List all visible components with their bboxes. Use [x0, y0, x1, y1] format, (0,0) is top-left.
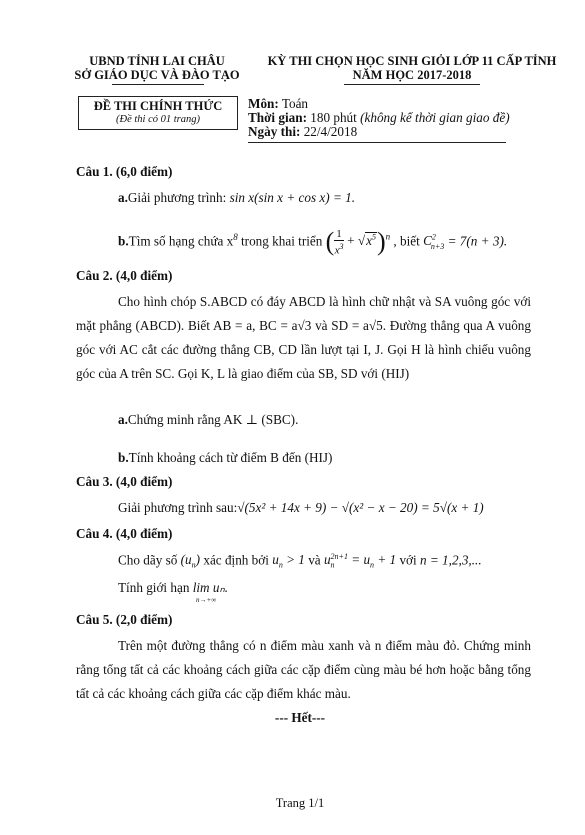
time-label: Thời gian:: [248, 110, 307, 125]
limit-subscript: n→+∞: [196, 596, 217, 604]
question-4-limit-formula: lim uₙ.: [192, 580, 229, 595]
combination-symbol: $C^2_{n+3}$: [423, 233, 445, 252]
question-4-condition: n = 1,2,3,...: [419, 552, 482, 568]
date-label: Ngày thi:: [248, 124, 301, 139]
question-1b-label: b.: [118, 233, 129, 249]
subject-value: Toán: [281, 96, 309, 111]
question-4-limit-text: Tính giới hạn: [118, 580, 190, 595]
question-4-body: [118, 552, 482, 570]
question-5-body: Trên một đường thẳng có n điểm màu xanh và n điểm màu đỏ. Chứng minh rằng tổng tất cả các khoảng cách giữa các cặp điểm cùng màu bé hơn hoặc bằng tổng tất cả các khoảng cách giữa các cặp điểm khác màu.: [76, 638, 531, 701]
binomial-expression: ( $\frac{1}{x^3}$ + $√x^5)^n$: [325, 227, 391, 257]
question-3-formula: √(5x² + 14x + 9) − √(x² − x − 20) = 5√(x + 1): [237, 500, 484, 515]
question-4-text1: Cho dãy số: [118, 552, 178, 568]
question-1a-label: a.: [118, 190, 128, 205]
question-2b: [118, 450, 332, 466]
header-info-underline: [248, 142, 506, 143]
question-2-title: Câu 2. (4,0 điểm): [76, 268, 173, 283]
official-exam-box: [78, 96, 238, 130]
question-4-title: Câu 4. (4,0 điểm): [76, 526, 173, 541]
sequence-condition-2: $u_n^{2n+1} = u_n + 1$: [323, 552, 397, 571]
agency-name: UBND TỈNH LAI CHÂU: [89, 54, 225, 68]
date-line: [248, 124, 357, 140]
question-1b-text1: Tìm số hạng chứa x: [128, 233, 234, 249]
page-number: Trang 1/1: [275, 796, 325, 810]
question-4-limit: [118, 580, 228, 596]
question-1b-text2: trong khai triển: [241, 233, 323, 249]
question-1-title: Câu 1. (6,0 điểm): [76, 164, 173, 179]
question-5-title: Câu 5. (2,0 điểm): [76, 612, 173, 627]
question-2b-text: Tính khoảng cách từ điểm B đến (HIJ): [128, 450, 333, 465]
official-exam-title: ĐỀ THI CHÍNH THỨC: [93, 99, 223, 113]
question-3-text: Giải phương trình sau:: [118, 500, 238, 515]
sequence-condition-1: $u_n > 1$: [272, 552, 305, 571]
question-2a: [118, 412, 298, 428]
sequence-symbol: $(u_n)$: [180, 552, 201, 571]
question-1b-text3: , biết: [393, 233, 420, 249]
question-3-body: [118, 500, 484, 516]
question-2-body: Cho hình chóp S.ABCD có đáy ABCD là hình chữ nhật và SA vuông góc với mặt phẳng (ABCD). Biết AB = a, BC = a√3 và SD = a√5. Đường thẳng qua A vuông góc với AC cắt các đường thẳng CB, CD lần lượt tại I, J. Gọi H là hình chiếu vuông góc của A trên SC. Gọi K, L là giao điểm của SB, SD với (HIJ): [76, 294, 531, 381]
official-exam-note: (Đề thi có 01 trang): [116, 114, 200, 125]
question-4-text2: xác định bởi: [203, 552, 269, 568]
question-2a-text: Chứng minh rằng AK ⊥ (SBC).: [127, 412, 299, 427]
header-right-underline: [344, 84, 480, 85]
header-left-underline: [112, 84, 204, 85]
time-note: (không kể thời gian giao đề): [360, 110, 510, 125]
question-2a-label: a.: [118, 412, 128, 427]
exam-title: KỲ THI CHỌN HỌC SINH GIỎI LỚP 11 CẤP TỈNH: [267, 54, 557, 68]
question-1a-formula: sin x(sin x + cos x) = 1.: [229, 190, 356, 205]
school-year: NĂM HỌC 2017-2018: [352, 68, 472, 82]
question-1a-text: Giải phương trình:: [127, 190, 227, 205]
question-1b: [118, 220, 507, 264]
question-2b-label: b.: [118, 450, 129, 465]
question-4-text4: với: [399, 552, 417, 568]
question-1b-condition: = 7(n + 3).: [447, 233, 508, 249]
question-1a: [118, 190, 355, 206]
question-3-title: Câu 3. (4,0 điểm): [76, 474, 173, 489]
department-name: SỞ GIÁO DỤC VÀ ĐÀO TẠO: [74, 68, 240, 82]
question-4-text3: và: [308, 552, 321, 568]
date-value: 22/4/2018: [303, 124, 358, 139]
time-value: 180 phút: [310, 110, 357, 125]
question-1b-exponent: 8: [233, 232, 238, 242]
end-marker: --- Hết---: [274, 710, 326, 725]
subject-label: Môn:: [248, 96, 279, 111]
